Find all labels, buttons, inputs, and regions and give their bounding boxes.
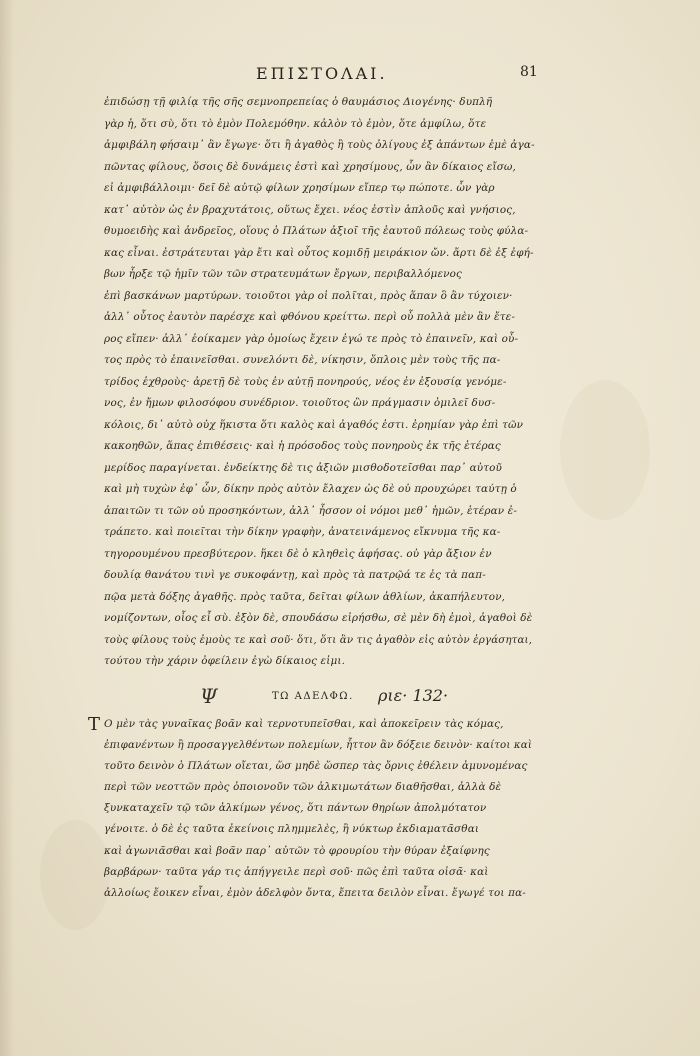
text-line: ἀμφιβάλη φήσαιμ᾽ ἂν ἔγωγε· ὅτι ἢ ἀγαθὸς ἢ τοὺς ὀλίγους ἐξ ἁπάντων ἐμὲ ἀγα- [104,139,535,151]
page-number: 81 [520,64,538,80]
text-line: τοὺς φίλους τοὺς ἐμοὺς τε καὶ σοῦ· ὅτι, ὅτι ἂν τις ἀγαθὸν εἰς αὐτὸν ἐργάσηται, [104,633,533,646]
text-line: θυμοειδὴς καὶ ἀνδρεῖος, οἵους ὁ Πλάτων ἀξιοῖ τῆς ἑαυτοῦ πόλεως τοὺς φύλα- [104,225,529,237]
letter-body [104,714,536,904]
text-line: ἐπὶ βασκάνων μαρτύρων. τοιοῦτοι γὰρ οἱ πολῖται, πρὸς ἅπαν ὃ ἂν τύχοιεν· [104,289,513,302]
text-line: ἀλλ᾽ οὗτος ἑαυτὸν παρέσχε καὶ φθόνου κρείττω. περὶ οὗ πολλὰ μὲν ἂν ἔτε- [104,311,516,323]
text-line: πῷα μετὰ δόξης ἀγαθῆς. πρὸς ταῦτα, δεῖται φίλων ἀθλίων, ἀκαπήλευτον, [104,590,506,603]
text-line: κόλοις, δι᾽ αὐτὸ οὐχ ἥκιστα ὅτι καλὸς καὶ ἀγαθός ἐστι. ἐρημίαν γὰρ ἐπὶ τῶν [104,418,524,431]
text-line: γένοιτε. ὁ δὲ ἐς ταῦτα ἐκείνοις πλημμελὲς, ἢ νύκτωρ ἐκδιαματᾶσθαι [104,823,480,836]
text-line: Ο μὲν τὰς γυναῖκας βοᾶν καὶ τερνοτυπεῖσθαι, καὶ ἀποκεῖρειν τὰς κόμας, [104,718,504,730]
text-line: κακοηθῶν, ἅπας ἐπιθέσεις· καὶ ἡ πρόσοδος τοὺς πονηροὺς ἐκ τῆς ἑτέρας [104,440,501,452]
paper-stain [40,820,110,930]
paper-stain [560,380,650,520]
text-line: δουλίᾳ θανάτου τινὶ γε συκοφάντῃ, καὶ πρὸς τὰ πατρῷά τε ἐς τὰ παπ- [104,569,486,581]
text-line: νομίζοντων, οἷος εἶ σὺ. ἐξὸν δὲ, σπουδάσω εἰρήσθω, σὲ μὲν δὴ ἐμοὶ, ἀγαθοὶ δὲ [104,612,533,624]
text-line: τος πρὸς τὸ ἐπαινεῖσθαι. συνελόντι δὲ, νίκησιν, ὅπλοις μὲν τοὺς τῆς πα- [104,354,501,366]
text-line: τοῦτο δεινὸν ὁ Πλάτων οἴεται, ὥσ μηδὲ ὥσπερ τὰς ὄρνις ἐθέλειν ἀμυνομένας [104,760,528,773]
letter-heading [200,686,520,710]
text-line: εἰ ἀμφιβάλλοιμι· δεῖ δὲ αὐτῷ φίλων χρησίμων εἴπερ τῳ πώποτε. ὧν γὰρ [104,182,495,194]
letter-title: ΤΩ ΑΔΕΛΦΩ. [272,691,354,702]
text-line: ἐπιφανέντων ἢ προσαγγελθέντων πολεμίων, ἧττον ἂν δόξειε δεινὸν· καίτοι καὶ [104,739,533,752]
text-line: ρος εἴπεν· ἀλλ᾽ ἐοίκαμεν γὰρ ὁμοίως ἔχειν ἐγώ τε πρὸς τὸ ἐπαινεῖν, καὶ οὗ- [104,332,519,345]
spine-shadow [0,0,14,1056]
text-line: ἐπιδώσῃ τῇ φιλίᾳ τῆς σῆς σεμνοπρεπείας ὁ θαυμάσιος Διογένης· δυπλῆ [104,96,493,108]
text-line: βαρβάρων· ταῦτα γάρ τις ἀπήγγειλε περὶ σοῦ· πῶς ἐπὶ ταῦτα οἰσᾶ· καὶ [104,865,489,878]
text-line: καὶ μὴ τυχὼν ἐφ᾽ ὧν, δίκην πρὸς αὐτὸν ἔλαχεν ὡς δὲ οὐ προυχώρει ταύτῃ ὁ [104,483,517,495]
handwritten-annotation: ριε· 132· [378,686,449,705]
text-line: περὶ τῶν νεοττῶν πρὸς ὁποιονοῦν τῶν ἀλκιμωτάτων διαθῆσθαι, ἀλλὰ δὲ [104,781,502,794]
text-line: κας εἶναι. ἐστράτευται γὰρ ἔτι καὶ οὗτος κομιδῇ μειράκιον ὤν. ἄρτι δὲ ἐξ ἐφή- [104,246,534,259]
text-line: τούτου τὴν χάριν ὀφείλειν ἐγὼ δίκαιος εἰμι. [104,655,346,667]
text-line: ἀπαιτῶν τι τῶν οὐ προσηκόντων, ἀλλ᾽ ἧσσον οἱ νόμοι μεθ᾽ ἡμῶν, ἑτέραν ἐ- [104,504,518,517]
initial-letter: Τ [88,714,101,735]
text-line: ξυνκαταχεῖν τῷ τῶν ἀλκίμων γένος, ὅτι πάντων θηρίων ἀπολμότατον [104,802,487,815]
text-line: ἀλλοίως ἔοικεν εἶναι, ἐμὸν ἀδελφὸν ὄντα, ἔπειτα δειλὸν εἶναι. ἔγωγέ τοι πα- [104,886,526,899]
text-line: καὶ ἀγωνιᾶσθαι καὶ βοᾶν παρ᾽ αὐτῶν τὸ φρουρίου τὴν θύραν ἐξαίφνης [104,844,490,857]
letter-body-continued [104,92,536,673]
text-line: νος, ἐν ἤμων φιλοσόφου συνέδριον. τοιοῦτος ὢν πράγμασιν ὁμιλεῖ δυσ- [104,397,496,409]
text-line: γὰρ ἡ, ὅτι σὺ, ὅτι τὸ ἐμὸν Πολεμόθην. κἀλὸν τὸ ἐμὸν, ὅτε ἀμφίλω, ὅτε [104,117,487,130]
running-title: ΕΠΙΣΤΟΛΑΙ. [256,64,388,83]
text-line: βων ἦρξε τῷ ἡμῖν τῶν τῶν στρατευμάτων ἔργων, περιβαλλόμενος [104,268,463,280]
text-line: πῶντας φίλους, ὅσοις δὲ δυνάμεις ἐστὶ καὶ χρησίμους, ὧν ἂν δίκαιος εἴσω, [104,160,517,173]
text-line: τηγορουμένου πρεσβύτερον. ἥκει δὲ ὁ κληθεὶς ἀφήσας. οὐ γὰρ ἄξιον ἐν [104,547,492,560]
text-line: τράπετο. καὶ ποιεῖται τὴν δίκην γραφὴν, ἀνατεινάμενος εἴκνυμα τῆς κα- [104,526,501,538]
handwritten-mark: Ψ [200,684,218,708]
text-line: κατ᾽ αὐτὸν ὡς ἐν βραχυτάτοις, οὕτως ἔχει. νέος ἐστὶν ἁπλοῦς καὶ γνήσιος, [104,203,516,216]
page-header [0,60,700,86]
text-line: μερίδος παραγίνεται. ἐνδείκτης δὲ τις ἀξιῶν μισθοδοτεῖσθαι παρ᾽ αὐτοῦ [104,461,502,474]
text-line: τρίδος ἐχθροὺς· ἀρετῇ δὲ τοὺς ἐν αὐτῇ πονηρούς, νέος ἐν ἐξουσίᾳ γενόμε- [104,375,507,388]
